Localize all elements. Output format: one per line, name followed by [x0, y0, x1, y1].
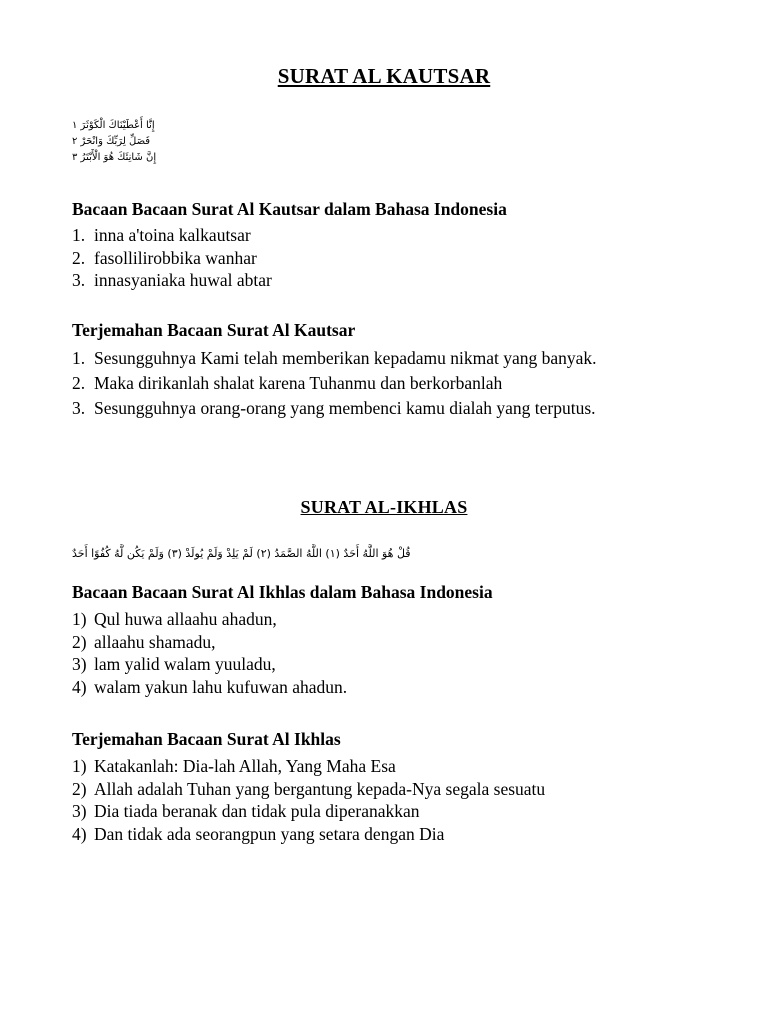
list-item-text: Maka dirikanlah shalat karena Tuhanmu dan berkorbanlah: [94, 373, 503, 393]
list-item-number: 1.: [72, 225, 86, 245]
list-item: [72, 653, 696, 676]
list-item-number: 1.: [72, 348, 86, 368]
kautsar-arabic-line-1: إِنَّا أَعْطَيْنَاكَ الْكَوْثَرَ ١: [72, 120, 155, 131]
list-item-text: innasyaniaka huwal abtar: [94, 270, 272, 290]
list-item-number: 3): [72, 654, 87, 674]
ikhlas-translation-list: [72, 755, 696, 845]
list-item-number: 2): [72, 778, 87, 799]
list-item: [72, 224, 696, 247]
list-item-number: 1): [72, 609, 87, 629]
list-item: [72, 269, 696, 292]
ikhlas-arabic-text: قُلْ هُوَ اللَّهُ أَحَدٌ (١) اللَّهُ الصَّمَدُ (٢) لَمْ يَلِدْ وَلَمْ يُولَدْ (٣) وَلَمْ يَكُن لَّهُ كُفُوًا أَحَدٌ: [72, 547, 411, 560]
list-item-text: Sesungguhnya orang-orang yang membenci kamu dialah yang terputus.: [94, 398, 596, 418]
list-item-text: walam yakun lahu kufuwan ahadun.: [94, 676, 348, 697]
list-item-text: Katakanlah: Dia-lah Allah, Yang Maha Esa: [94, 756, 396, 776]
list-item: [72, 823, 696, 846]
list-item: [72, 346, 696, 371]
list-item: [72, 800, 696, 823]
ikhlas-translation-heading: Terjemahan Bacaan Surat Al Ikhlas: [72, 729, 341, 749]
ikhlas-title: SURAT AL-IKHLAS: [300, 497, 468, 517]
list-item-text: allaahu shamadu,: [94, 631, 216, 652]
list-item: [72, 371, 696, 396]
list-item: [72, 676, 696, 699]
list-item-number: 2.: [72, 373, 86, 393]
kautsar-arabic-line-3: إِنَّ شَانِئَكَ هُوَ الْأَبْتَرُ ٣: [72, 152, 157, 163]
kautsar-reading-list: [72, 224, 696, 292]
list-item-text: lam yalid walam yuuladu,: [94, 654, 276, 674]
list-item-text: fasollilirobbika wanhar: [94, 247, 257, 268]
ikhlas-reading-list: [72, 608, 696, 698]
kautsar-title: SURAT AL KAUTSAR: [277, 64, 491, 88]
list-item-number: 3): [72, 801, 87, 821]
list-item-text: Allah adalah Tuhan yang bergantung kepada-Nya segala sesuatu: [94, 778, 546, 799]
list-item-number: 2): [72, 631, 87, 652]
list-item-number: 4): [72, 823, 87, 844]
list-item: [72, 778, 696, 801]
list-item-text: Dan tidak ada seorangpun yang setara dengan Dia: [94, 823, 445, 844]
list-item: [72, 755, 696, 778]
list-item-number: 3.: [72, 270, 86, 290]
list-item-text: Sesungguhnya Kami telah memberikan kepadamu nikmat yang banyak.: [94, 348, 597, 368]
list-item: [72, 631, 696, 654]
kautsar-translation-list: [72, 346, 696, 421]
list-item-number: 4): [72, 676, 87, 697]
kautsar-arabic-text: [72, 118, 232, 166]
list-item-text: Qul huwa allaahu ahadun,: [94, 609, 277, 629]
kautsar-translation-heading: Terjemahan Bacaan Surat Al Kautsar: [72, 320, 356, 340]
kautsar-reading-heading: Bacaan Bacaan Surat Al Kautsar dalam Bahasa Indonesia: [72, 199, 507, 219]
ikhlas-reading-heading: Bacaan Bacaan Surat Al Ikhlas dalam Bahasa Indonesia: [72, 582, 493, 602]
list-item: [72, 396, 696, 421]
list-item-number: 2.: [72, 247, 86, 268]
list-item-text: inna a'toina kalkautsar: [94, 225, 251, 245]
list-item-text: Dia tiada beranak dan tidak pula diperanakkan: [94, 801, 420, 821]
list-item: [72, 608, 696, 631]
kautsar-arabic-line-2: فَصَلِّ لِرَبِّكَ وَانْحَرْ ٢: [72, 136, 151, 147]
list-item-number: 3.: [72, 398, 86, 418]
list-item-number: 1): [72, 756, 87, 776]
list-item: [72, 247, 696, 270]
